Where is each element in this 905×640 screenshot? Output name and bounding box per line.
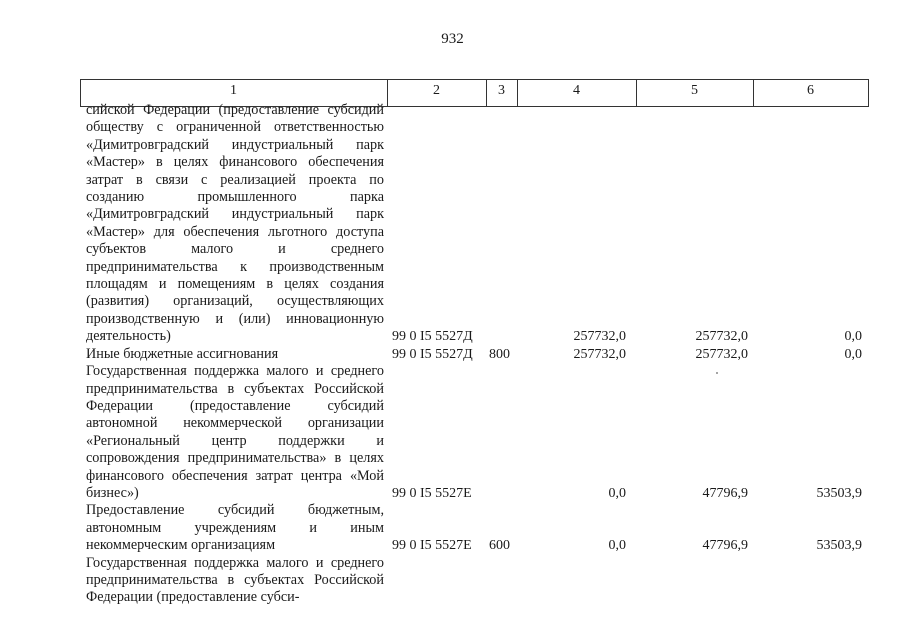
header-col-1: 1 [230, 83, 237, 98]
row-value-col4: 0,0 [608, 485, 626, 501]
row-expense-type: 600 [489, 538, 510, 554]
header-top-rule [80, 79, 869, 80]
row-value-col4: 0,0 [608, 538, 626, 554]
header-col-5: 5 [691, 83, 698, 98]
row-code: 99 0 I5 5527Д [392, 329, 473, 345]
page-number: 932 [441, 31, 464, 47]
header-col-3: 3 [498, 83, 505, 98]
row-value-col5: 257732,0 [695, 346, 748, 362]
row-description: сийской Федерации (предоставление субсидий обществу с ограниченной ответственностью «Димитровградский индустриальный парк «Мастер» в целях финансового обеспечения затрат в связи с реализацией проекта по созданию промышленного парка «Димитровградский индустриальный парк «Мастер» для обеспечения льготного доступа субъектов малого и среднего предпринимательства к производственным площадям и помещениям в целях создания (развития) организаций, осуществляющих производственную и (или) инновационную деятельность) [86, 102, 384, 345]
header-col-4: 4 [573, 83, 580, 98]
table-row [86, 502, 876, 554]
row-value-col6: 0,0 [844, 346, 862, 362]
row-value-col6: 0,0 [844, 329, 862, 345]
table-row [86, 363, 876, 502]
row-code: 99 0 I5 5527Е [392, 538, 472, 554]
row-value-col4: 257732,0 [573, 346, 626, 362]
row-value-col4: 257732,0 [573, 329, 626, 345]
row-description: Иные бюджетные ассигнования [86, 345, 279, 362]
row-description: Государственная поддержка малого и среднего предпринимательства в субъектах Российской Федерации (предоставление субси- [86, 554, 384, 606]
row-description: Государственная поддержка малого и среднего предпринимательства в субъектах Российской Федерации (предоставление субсидий автономной некоммерческой организации «Региональный центр поддержки и сопровождения предпринимательства» в целях финансового обеспечения затрат центра «Мой бизнес») [86, 363, 384, 501]
row-value-col6: 53503,9 [816, 538, 862, 554]
header-col-2: 2 [433, 83, 440, 98]
table-body [86, 102, 876, 607]
row-code: 99 0 I5 5527Д [392, 346, 473, 362]
row-value-col6: 53503,9 [816, 485, 862, 501]
scan-speck [716, 372, 718, 374]
table-row [86, 346, 876, 363]
row-value-col5: 257732,0 [695, 329, 748, 345]
table-row [86, 102, 876, 346]
table-row [86, 555, 876, 607]
row-expense-type: 800 [489, 346, 510, 362]
row-value-col5: 47796,9 [702, 538, 748, 554]
row-value-col5: 47796,9 [702, 485, 748, 501]
row-description: Предоставление субсидий бюджетным, автономным учреждениям и иным некоммерческим организациям [86, 502, 384, 554]
row-code: 99 0 I5 5527Е [392, 485, 472, 501]
header-col-6: 6 [807, 83, 814, 98]
